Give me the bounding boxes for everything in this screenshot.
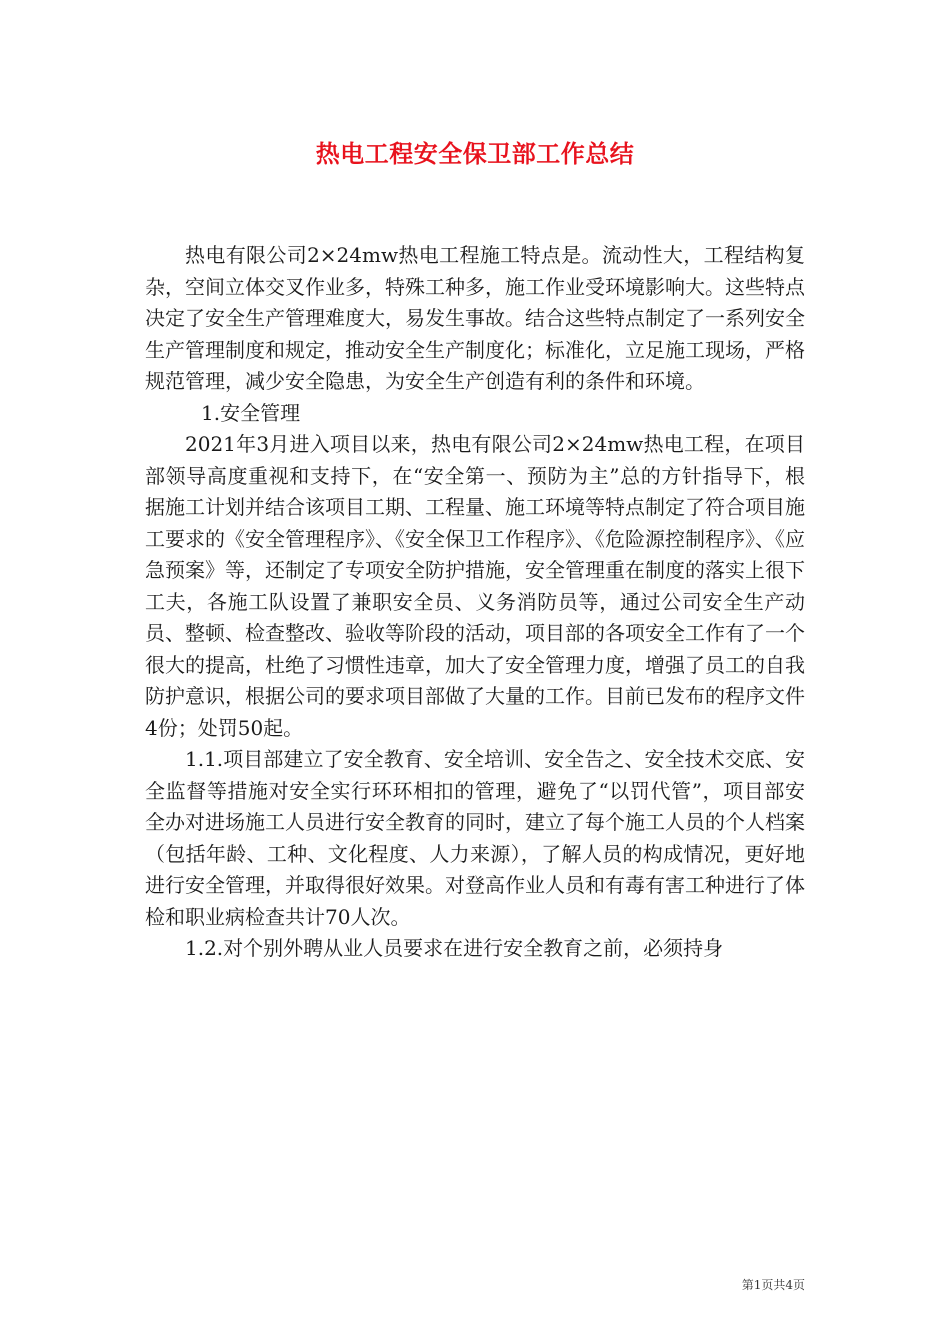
intro-paragraph: 热电有限公司2×24mw热电工程施工特点是。流动性大，工程结构复杂，空间立体交叉作业多，特殊工种多，施工作业受环境影响大。这些特点决定了安全生产管理难度大，易发生事故。结合这些特点制定了一系列安全生产管理制度和规定，推动安全生产制度化；标准化，立足施工现场，严格规范管理，减少安全隐患，为安全生产创造有利的条件和环境。 <box>145 243 805 393</box>
section-heading-safety-management: 1.安全管理 <box>201 400 301 425</box>
section-1-paragraph: 2021年3月进入项目以来，热电有限公司2×24mw热电工程，在项目部领导高度重视和支持下，在“安全第一、预防为主”总的方针指导下，根据施工计划并结合该项目工期、工程量、施工环境等特点制定了符合项目施工要求的《安全管理程序》、《安全保卫工作程序》、《危险源控制程序》、《应急预案》等，还制定了专项安全防护措施，安全管理重在制度的落实上很下工夫，各施工队设置了兼职安全员、义务消防员等，通过公司安全生产动员、整顿、检查整改、验收等阶段的活动，项目部的各项安全工作有了一个很大的提高，杜绝了习惯性违章，加大了安全管理力度，增强了员工的自我防护意识，根据公司的要求项目部做了大量的工作。目前已发布的程序文件4份；处罚50起。 <box>145 432 805 740</box>
document-body <box>145 240 805 965</box>
section-1-1-paragraph: 1.1.项目部建立了安全教育、安全培训、安全告之、安全技术交底、安全监督等措施对安全实行环环相扣的管理，避免了“以罚代管”，项目部安全办对进场施工人员进行安全教育的同时，建立了每个施工人员的个人档案（包括年龄、工种、文化程度、人力来源），了解人员的构成情况，更好地进行安全管理，并取得很好效果。对登高作业人员和有毒有害工种进行了体检和职业病检查共计70人次。 <box>145 747 805 929</box>
page-number-footer: 第1页共4页 <box>741 1278 805 1292</box>
section-1-2-paragraph: 1.2.对个别外聘从业人员要求在进行安全教育之前，必须持身 <box>185 936 724 960</box>
page-title: 热电工程安全保卫部工作总结 <box>315 140 635 168</box>
